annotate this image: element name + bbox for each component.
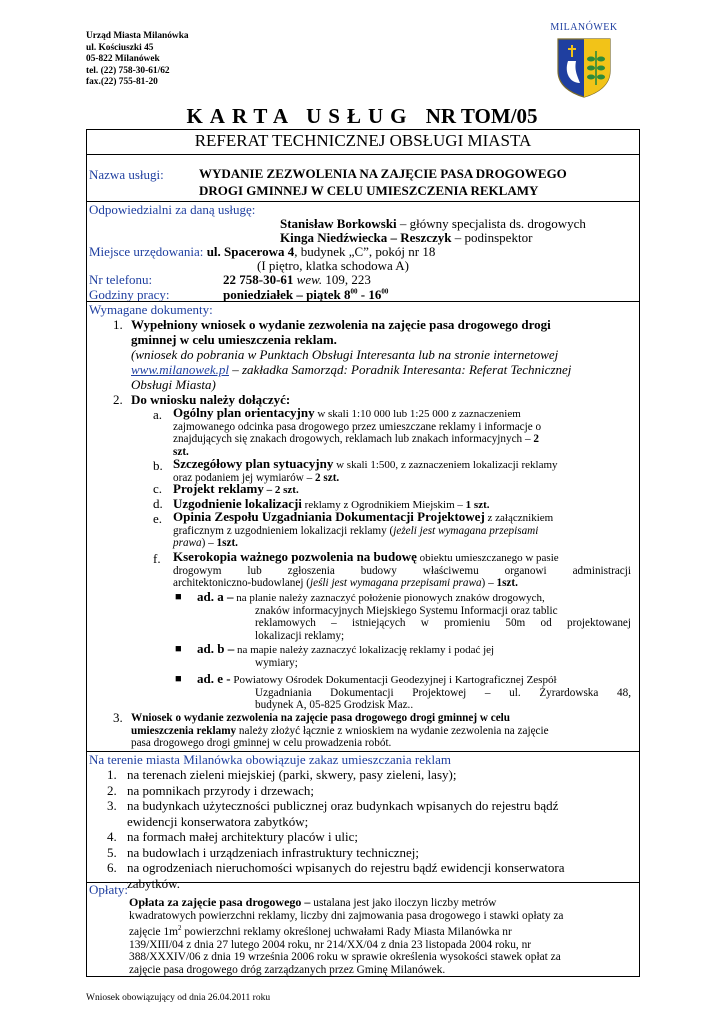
page-title: [0, 104, 724, 129]
fees-t6: zajęcie pasa drogowego dróg zarządzanych przez Gminę Milanówek.: [129, 963, 446, 976]
hours-to-sup: 00: [381, 287, 389, 296]
hours-dash: -: [357, 287, 369, 302]
note-ad-e-t3: budynek A, 05-825 Grodzisk Maz..: [255, 699, 414, 712]
doc-item-3-line2: należy złożyć łącznie z wnioskiem na wydanie zezwolenia na zajęcie: [236, 724, 549, 737]
doc-item-2-number: 2.: [113, 392, 123, 407]
sub-item-e-title: Opinia Zespołu Uzgadniania Dokumentacji Projektowej: [173, 509, 485, 524]
sub-item-f-t3: architektoniczno-budowlanej (: [173, 577, 310, 590]
list-item: [107, 845, 637, 861]
hours-label: Godziny pracy:: [89, 287, 170, 302]
sub-item-a-t3: znajdujących się znakach drogowych, reklamach lub znakach informacyjnych –: [173, 433, 531, 446]
list-item: [107, 783, 637, 799]
note-ad-a-t3: reklamowych – istniejących w promieniu 50m od projektowanej: [255, 617, 631, 630]
sub-item-c-title: Projekt reklamy: [173, 481, 264, 496]
sub-item-f-t2: drogowym lub zgłoszenia budowy właściwemu organowi administracji: [173, 564, 631, 577]
sub-item-f-t3b: 1szt.: [493, 577, 518, 590]
place-line2: (I piętro, klatka schodowa A): [257, 258, 409, 273]
doc-item-3: [131, 712, 631, 750]
sub-item-f-t3e: ) –: [481, 577, 494, 590]
note-ad-b: [197, 643, 631, 669]
doc-item-3-number: 3.: [113, 710, 123, 725]
sub-item-a: [173, 407, 631, 458]
sub-letter: e.: [153, 511, 163, 526]
bullet-icon: ■: [175, 591, 182, 603]
sub-item-d-tb: 1 szt.: [462, 499, 490, 511]
list-number: 5.: [107, 844, 117, 860]
doc-item-1-line1: Wypełniony wniosek o wydanie zezwolenia na zajęcie pasa drogowego drogi: [131, 317, 551, 332]
doc-item-1-note2-text: – zakładka Samorząd: Poradnik Interesanta: Referat Technicznej: [228, 362, 572, 377]
list-text: na budowlach i urządzeniach infrastruktury technicznej;: [127, 844, 420, 860]
list-text: na budynkach użyteczności publicznej oraz budynkach wpisanych do rejestru bądź: [127, 798, 559, 813]
fees-t1: ustalana jest jako iloczyn liczby metrów: [310, 897, 497, 909]
fees-label: Opłaty:: [89, 882, 128, 897]
note-ad-a-title: ad. a –: [197, 589, 234, 604]
office-address: [86, 31, 189, 89]
fees-t3a: zajęcie 1m: [129, 925, 179, 938]
sub-item-a-t4: szt.: [173, 445, 189, 458]
ban-list: [107, 767, 637, 891]
list-text: ewidencji konserwatora zabytków;: [127, 813, 309, 829]
phone-number: 22 758-30-61: [223, 272, 294, 287]
sub-item-d-t: reklamy z Ogrodnikiem Miejskim –: [301, 499, 463, 511]
office-line: tel. (22) 758-30-61/62: [86, 65, 170, 76]
sub-item-f-title: Kserokopia ważnego pozwolenia na budowę: [173, 549, 417, 564]
list-item: [107, 860, 637, 876]
bullet-icon: ■: [175, 643, 182, 655]
card-number: NR TOM/05: [425, 104, 538, 128]
service-name-line2: DROGI GMINNEJ W CELU UMIESZCZENIA REKLAMY: [199, 183, 539, 198]
sub-item-c: [173, 481, 299, 497]
phone-ext: 109, 223: [322, 272, 371, 287]
list-number: 2.: [107, 782, 117, 798]
hours-days: poniedziałek – piątek: [223, 287, 341, 302]
doc-item-2-head: Do wniosku należy dołączyć:: [131, 392, 291, 407]
sub-letter: c.: [153, 481, 163, 496]
office-line: Urząd Miasta Milanówka: [86, 31, 189, 41]
note-ad-e-t2: Uzgadniania Dokumentacji Projektowej – ul. Żyrardowska 48,: [255, 686, 631, 699]
note-ad-b-t1: na mapie należy zaznaczyć lokalizację reklamy i podać jej: [234, 644, 495, 656]
list-item: [107, 814, 637, 830]
doc-item-3-line1: Wniosek o wydanie zezwolenia na zajęcie pasa drogowego drogi gminnej w celu: [131, 712, 511, 724]
note-ad-a: [197, 591, 631, 642]
list-number: 1.: [107, 767, 117, 782]
service-label: Nazwa usługi:: [89, 167, 164, 182]
list-item: [107, 876, 637, 892]
fees-t4: 139/XIII/04 z dnia 27 lutego 2004 roku, nr 214/XX/04 z dnia 23 listopada 2004 roku, nr: [129, 938, 532, 951]
doc-item-1-line2: gminnej w celu umieszczenia reklam.: [131, 332, 337, 347]
doc-item-1-note3: Obsługi Miasta): [131, 377, 216, 392]
service-name-line1: WYDANIE ZEZWOLENIA NA ZAJĘCIE PASA DROGOWEGO: [199, 166, 567, 181]
fees-t3b: powierzchni reklamy określonej uchwałami Rady Miasta Milanówka nr: [181, 925, 512, 938]
sub-item-b-t1: w skali 1:500, z zaznaczeniem lokalizacji reklamy: [333, 459, 558, 471]
sub-item-b-t2: oraz podaniem jej wymiarów –: [173, 471, 313, 484]
list-text: na formach małej architektury placów i ulic;: [127, 829, 359, 844]
fees-t2: kwadratowych powierzchni reklamy, liczby dni zajmowania pasa drogowego i stawki opłaty za: [129, 909, 564, 922]
documents-label: Wymagane dokumenty:: [89, 302, 213, 317]
place-rest: , budynek „C”, pokój nr 18: [294, 244, 436, 259]
sub-item-e-t3b: 1szt.: [213, 537, 238, 550]
sub-item-e-t1: z załącznikiem: [484, 512, 554, 524]
sub-item-f: [173, 551, 631, 590]
fees-text: [129, 896, 631, 976]
fees-title: Opłata za zajęcie pasa drogowego –: [129, 895, 311, 909]
list-number: 3.: [107, 798, 117, 813]
sub-item-e-t2: graficznym z uzgodnieniem lokalizacji reklamy (: [173, 524, 394, 537]
sub-item-a-t2: zajmowanego odcinka pasa drogowego przez umieszczane reklamy i informacje o: [173, 420, 542, 433]
sub-item-d-title: Uzgodnienie lokalizacji: [173, 496, 302, 511]
sub-item-b-t2b: 2 szt.: [312, 471, 340, 484]
place-address: ul. Spacerowa 4: [206, 244, 295, 259]
fees-t5: 388/XXXIV/06 z dnia 19 września 2006 roku w sprawie określenia wysokości stawek opłat za: [129, 951, 561, 964]
note-ad-e: [197, 673, 631, 712]
note-ad-b-t2: wymiary;: [255, 656, 298, 669]
note-ad-a-t4: lokalizacji reklamy;: [255, 629, 345, 642]
service-card: [86, 129, 640, 977]
divider: [87, 882, 639, 883]
list-item: [107, 767, 637, 783]
note-ad-e-title: ad. e -: [197, 671, 231, 686]
sub-item-a-t1: w skali 1:10 000 lub 1:25 000 z zaznaczeniem: [314, 408, 521, 420]
list-text: na ogrodzeniach nieruchomości wpisanych do rejestru bądź ewidencji konserwatora: [127, 860, 565, 875]
hours-from-sup: 00: [350, 287, 358, 296]
list-text: na terenach zieleni miejskiej (parki, skwery, pasy zieleni, lasy);: [127, 767, 457, 782]
note-ad-b-title: ad. b –: [197, 641, 235, 656]
footer-note: Wniosek obowiązujący od dnia 26.04.2011 roku: [86, 993, 271, 1003]
hours-from: 8: [344, 287, 351, 302]
list-number: 6.: [107, 860, 117, 875]
bullet-icon: ■: [175, 673, 182, 685]
sub-item-e: [173, 511, 631, 550]
logo-text: MILANÓWEK: [550, 22, 618, 33]
hours-to: 16: [368, 287, 382, 302]
city-logo: [545, 22, 623, 99]
sub-item-e-t2i: jeżeli jest wymagana przepisami: [393, 524, 539, 537]
phone-value: [223, 272, 371, 288]
person-1-role: – główny specjalista ds. drogowych: [396, 216, 586, 231]
doc-item-3-line3: pasa drogowego drogi gminnej w celu prowadzenia robót.: [131, 737, 392, 750]
list-item: [107, 798, 637, 814]
sub-item-f-t3i: jeśli jest wymagana przepisami prawa: [310, 577, 482, 590]
sub-item-b-title: Szczegółowy plan sytuacyjny: [173, 456, 334, 471]
person-1-name: Stanisław Borkowski: [280, 216, 397, 231]
phone-label: Nr telefonu:: [89, 272, 153, 287]
sub-item-a-t3b: 2: [533, 433, 539, 446]
sub-item-e-t3i: prawa: [173, 537, 202, 550]
coat-of-arms-icon: [556, 37, 612, 99]
ban-label: Na terenie miasta Milanówka obowiązuje zakaz umieszczania reklam: [89, 752, 452, 767]
sub-item-f-t1: obiektu umieszczanego w pasie: [416, 552, 559, 564]
doc-item-1-number: 1.: [113, 317, 123, 332]
place-label: Miejsce urzędowania:: [89, 244, 204, 259]
sub-item-c-t: – 2 szt.: [263, 484, 299, 496]
note-ad-a-t1: na planie należy zaznaczyć położenie pionowych znaków drogowych,: [233, 592, 545, 604]
website-link[interactable]: www.milanowek.pl: [131, 362, 229, 377]
title-main: KARTA USŁUG: [186, 104, 414, 128]
office-line: ul. Kościuszki 45: [86, 42, 154, 53]
list-text: na pomnikach przyrody i drzewach;: [127, 782, 314, 798]
phone-wew: wew.: [296, 272, 323, 287]
sub-letter: f.: [153, 551, 161, 566]
note-ad-e-t1: Powiatowy Ośrodek Dokumentacji Geodezyjnej i Kartograficznej Zespół: [230, 674, 557, 686]
sub-item-a-title: Ogólny plan orientacyjny: [173, 405, 315, 420]
doc-item-1-note2: [131, 362, 571, 378]
doc-item-3-line2-bold: umieszczenia reklamy: [131, 724, 237, 737]
doc-item-1-note1: (wniosek do pobrania w Punktach Obsługi Interesanta lub na stronie internetowej: [131, 347, 559, 362]
list-number: 4.: [107, 829, 117, 844]
sub-letter: b.: [153, 458, 163, 473]
person-2-name: Kinga Niedźwiecka – Reszczyk: [280, 230, 452, 245]
list-item: [107, 829, 637, 845]
person-2-role: – podinspektor: [451, 230, 533, 245]
office-line: fax.(22) 755-81-20: [86, 77, 158, 88]
sub-letter: d.: [153, 496, 163, 511]
sub-letter: a.: [153, 407, 163, 422]
sub-item-e-t3: ) –: [201, 537, 214, 550]
list-text: zabytków.: [127, 875, 180, 891]
responsible-label: Odpowiedzialni za daną usługę:: [89, 202, 256, 217]
fees-t3sup: 2: [178, 924, 182, 933]
note-ad-a-t2: znaków informacyjnych Miejskiego Systemu Informacji oraz tablic: [255, 604, 558, 617]
department-title: REFERAT TECHNICZNEJ OBSŁUGI MIASTA: [87, 130, 639, 155]
office-line: 05-822 Milanówek: [86, 54, 160, 65]
